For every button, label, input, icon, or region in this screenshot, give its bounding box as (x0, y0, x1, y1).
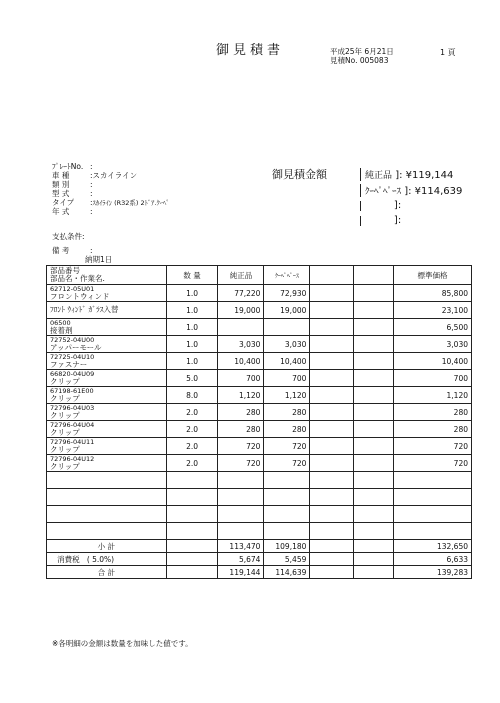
blank-cell (394, 523, 472, 540)
qty-cell: 2.0 (166, 438, 218, 455)
class-label: 類 別 (52, 180, 70, 189)
blank-cell (264, 472, 310, 489)
empty-cell (354, 421, 394, 438)
list-price-cell: 720 (394, 455, 472, 472)
blank-row (47, 506, 472, 523)
genuine-cell: 1,120 (218, 387, 264, 404)
table-row (47, 336, 472, 353)
subtotal-empty-1 (310, 540, 354, 553)
part-name: クリップ (50, 445, 80, 454)
delivery-text: 納期1日 (85, 255, 113, 264)
model-label: 型 式 (52, 189, 70, 198)
blank-cell (166, 506, 218, 523)
part-number: 72796-04U03 (50, 404, 95, 412)
table-row (47, 404, 472, 421)
qty-cell: 1.0 (166, 302, 218, 319)
empty-cell (354, 302, 394, 319)
class-row: 類 別 : (52, 180, 93, 189)
subtotal-empty-2 (354, 540, 394, 553)
coupe-label: ｸｰﾍﾟﾍﾟｰｽ (360, 184, 401, 197)
part-name: 接着剤 (50, 326, 73, 335)
genuine-amount: ¥119,144 (405, 170, 454, 181)
model-row: 型 式 : (52, 189, 93, 198)
blank-row (47, 472, 472, 489)
plate-label: ﾌﾟﾚｰﾄNo. (52, 162, 84, 171)
blank-cell (218, 523, 264, 540)
plate-row: ﾌﾟﾚｰﾄNo. : (52, 162, 93, 171)
list-price-cell: 3,030 (394, 336, 472, 353)
coupe-cell: 720 (264, 455, 310, 472)
list-price-cell: 23,100 (394, 302, 472, 319)
empty-cell (310, 302, 354, 319)
part-cell (47, 370, 167, 387)
total-list: 139,283 (394, 566, 472, 579)
tax-genuine: 5,674 (218, 553, 264, 566)
coupe-cell: 280 (264, 421, 310, 438)
tax-label: 消費税 (57, 554, 80, 564)
part-number: 72725-04U10 (50, 353, 95, 361)
empty-cell (354, 370, 394, 387)
genuine-cell: 720 (218, 455, 264, 472)
blank-cell (354, 523, 394, 540)
remarks-label: 備 考 (52, 246, 70, 255)
empty-cell (354, 387, 394, 404)
table-row (47, 319, 472, 336)
subtotal-list: 132,650 (394, 540, 472, 553)
empty-cell (310, 438, 354, 455)
coupe-header: ｸｰﾍﾟﾍﾟｰｽ (264, 266, 310, 285)
part-number: 72752-04U00 (50, 336, 95, 344)
list-price-cell: 700 (394, 370, 472, 387)
estimate-number: 見積No. 005083 (330, 56, 389, 65)
estimate-table (46, 265, 472, 579)
genuine-cell: 77,220 (218, 285, 264, 302)
remarks-row: 備 考 : (52, 246, 93, 255)
part-name: クリップ (50, 428, 80, 437)
blank-cell (264, 506, 310, 523)
list-price-cell: 6,500 (394, 319, 472, 336)
blank-cell (47, 472, 167, 489)
coupe-cell: 720 (264, 438, 310, 455)
blank-cell (218, 506, 264, 523)
genuine-header: 純正品 (218, 266, 264, 285)
part-no-header: 部品番号 (50, 266, 80, 275)
list-price-cell: 720 (394, 438, 472, 455)
coupe-cell: 19,000 (264, 302, 310, 319)
empty-cell (310, 336, 354, 353)
blank-cell (218, 472, 264, 489)
table-row (47, 387, 472, 404)
part-cell (47, 336, 167, 353)
qty-cell: 2.0 (166, 455, 218, 472)
blank-cell (166, 523, 218, 540)
blank-row (47, 523, 472, 540)
empty-header-2 (354, 266, 394, 285)
blank-cell (354, 472, 394, 489)
part-name: クリップ (50, 394, 80, 403)
tax-list: 6,633 (394, 553, 472, 566)
blank-cell (354, 506, 394, 523)
document-title: 御見積書 (215, 43, 284, 58)
tax-coupe: 5,459 (264, 553, 310, 566)
empty-cell (354, 353, 394, 370)
total-label: 合 計 (47, 566, 167, 579)
table-row (47, 285, 472, 302)
type-value: ｽｶｲﾗｲﾝ (R32系) 2ﾄﾞｱ.ｸｰﾍﾟ (92, 199, 170, 207)
blank-cell (47, 506, 167, 523)
list-price-cell: 1,120 (394, 387, 472, 404)
qty-cell: 1.0 (166, 319, 218, 336)
tax-label-cell (47, 553, 167, 566)
coupe-cell: 10,400 (264, 353, 310, 370)
blank-amount-row-2: ]: (272, 215, 401, 226)
empty-cell (354, 438, 394, 455)
table-row (47, 353, 472, 370)
tax-empty-2 (354, 553, 394, 566)
blank-cell (394, 506, 472, 523)
genuine-cell: 19,000 (218, 302, 264, 319)
empty-cell (354, 319, 394, 336)
part-cell (47, 387, 167, 404)
blank-cell (166, 472, 218, 489)
qty-header: 数 量 (166, 266, 218, 285)
type-label: タイプ (52, 198, 75, 207)
tax-empty-1 (310, 553, 354, 566)
table-row (47, 302, 472, 319)
list-price-cell: 280 (394, 404, 472, 421)
genuine-cell: 700 (218, 370, 264, 387)
table-row (47, 370, 472, 387)
part-name: フロントウィンド (50, 292, 110, 301)
empty-cell (310, 353, 354, 370)
blank-cell (394, 472, 472, 489)
part-number: 67198-61E00 (50, 387, 94, 395)
payment-label: 支払条件 (52, 232, 82, 241)
coupe-cell (264, 319, 310, 336)
blank-cell (47, 523, 167, 540)
part-cell (47, 285, 167, 302)
type-row: タイプ :ｽｶｲﾗｲﾝ (R32系) 2ﾄﾞｱ.ｸｰﾍﾟ (52, 198, 170, 207)
part-number: 66820-04U09 (50, 370, 95, 378)
genuine-cell: 280 (218, 404, 264, 421)
empty-cell (354, 285, 394, 302)
genuine-cell: 10,400 (218, 353, 264, 370)
blank-amount-row-1: ]: (272, 200, 401, 211)
blank-cell (310, 472, 354, 489)
blank-row (47, 489, 472, 506)
part-number: 72796-04U11 (50, 438, 95, 446)
list-price-cell: 10,400 (394, 353, 472, 370)
qty-cell: 1.0 (166, 353, 218, 370)
blank-cell (394, 489, 472, 506)
subtotal-label: 小 計 (47, 540, 167, 553)
empty-cell (354, 455, 394, 472)
part-cell (47, 438, 167, 455)
document-date: 平成25年 6月21日 (330, 47, 394, 56)
list-price-cell: 85,800 (394, 285, 472, 302)
coupe-cell: 280 (264, 404, 310, 421)
car-name-value: スカイライン (92, 171, 138, 180)
part-cell (47, 302, 167, 319)
qty-cell: 8.0 (166, 387, 218, 404)
footnote: ※各明細の金額は数量を加味した値です。 (52, 639, 193, 648)
payment-row: 支払条件: (52, 232, 85, 241)
subtotal-row (47, 540, 472, 553)
tax-rate: ( 5.0%) (86, 554, 115, 564)
empty-cell (354, 336, 394, 353)
subtotal-genuine: 113,470 (218, 540, 264, 553)
qty-cell: 5.0 (166, 370, 218, 387)
part-cell (47, 455, 167, 472)
coupe-cell: 1,120 (264, 387, 310, 404)
part-cell (47, 404, 167, 421)
coupe-amount-row: ｸｰﾍﾟﾍﾟｰｽ ]: ¥114,639 (272, 184, 462, 197)
empty-cell (310, 319, 354, 336)
subtotal-coupe: 109,180 (264, 540, 310, 553)
blank-cell (310, 523, 354, 540)
part-header (47, 266, 167, 285)
empty-cell (310, 455, 354, 472)
part-name: ﾌﾛﾝﾄ ｳｨﾝﾄﾞ ｶﾞﾗｽ入替 (50, 305, 119, 314)
empty-cell (310, 421, 354, 438)
part-number: 72796-04U04 (50, 421, 95, 429)
list-price-header: 標準価格 (394, 266, 472, 285)
blank-cell (264, 489, 310, 506)
year-label: 年 式 (52, 207, 70, 216)
genuine-label: 純正品 (360, 168, 392, 181)
part-cell (47, 319, 167, 336)
part-name-header: 部品名・作業名. (50, 274, 105, 283)
part-cell (47, 421, 167, 438)
total-genuine: 119,144 (218, 566, 264, 579)
coupe-cell: 700 (264, 370, 310, 387)
empty-cell (310, 285, 354, 302)
part-name: クリップ (50, 377, 80, 386)
page-number: 1 頁 (440, 48, 456, 57)
genuine-cell (218, 319, 264, 336)
part-name: アッパーモール (50, 343, 102, 352)
year-row: 年 式 : (52, 207, 93, 216)
part-number: 72796-04U12 (50, 455, 95, 463)
car-name-row: 車 種 :スカイライン (52, 171, 138, 180)
tax-qty (166, 553, 218, 566)
blank-cell (310, 506, 354, 523)
total-qty (166, 566, 218, 579)
blank-cell (218, 489, 264, 506)
car-name-label: 車 種 (52, 171, 70, 180)
blank-cell (166, 489, 218, 506)
total-empty-2 (354, 566, 394, 579)
blank-cell (310, 489, 354, 506)
part-name: クリップ (50, 411, 80, 420)
qty-cell: 1.0 (166, 285, 218, 302)
total-row (47, 566, 472, 579)
empty-cell (310, 404, 354, 421)
coupe-cell: 3,030 (264, 336, 310, 353)
table-row (47, 438, 472, 455)
part-name: クリップ (50, 462, 80, 471)
genuine-cell: 280 (218, 421, 264, 438)
qty-cell: 2.0 (166, 404, 218, 421)
coupe-cell: 72,930 (264, 285, 310, 302)
list-price-cell: 280 (394, 421, 472, 438)
total-empty-1 (310, 566, 354, 579)
part-number: 06500 (50, 319, 71, 327)
table-row (47, 421, 472, 438)
genuine-amount-row: 御見積金額 純正品 ]: ¥119,144 (272, 168, 454, 181)
tax-row (47, 553, 472, 566)
blank-cell (354, 489, 394, 506)
empty-cell (310, 387, 354, 404)
part-number: 62712-05U01 (50, 285, 95, 293)
empty-cell (354, 404, 394, 421)
table-row (47, 455, 472, 472)
empty-header-1 (310, 266, 354, 285)
total-coupe: 114,639 (264, 566, 310, 579)
empty-cell (310, 370, 354, 387)
blank-cell (47, 489, 167, 506)
qty-cell: 2.0 (166, 421, 218, 438)
part-cell (47, 353, 167, 370)
genuine-cell: 720 (218, 438, 264, 455)
coupe-amount: ¥114,639 (414, 186, 463, 197)
table-header-row (47, 266, 472, 285)
genuine-cell: 3,030 (218, 336, 264, 353)
subtotal-qty (166, 540, 218, 553)
blank-cell (264, 523, 310, 540)
qty-cell: 1.0 (166, 336, 218, 353)
part-name: ファスナー (50, 360, 88, 369)
amount-title: 御見積金額 (272, 168, 327, 181)
